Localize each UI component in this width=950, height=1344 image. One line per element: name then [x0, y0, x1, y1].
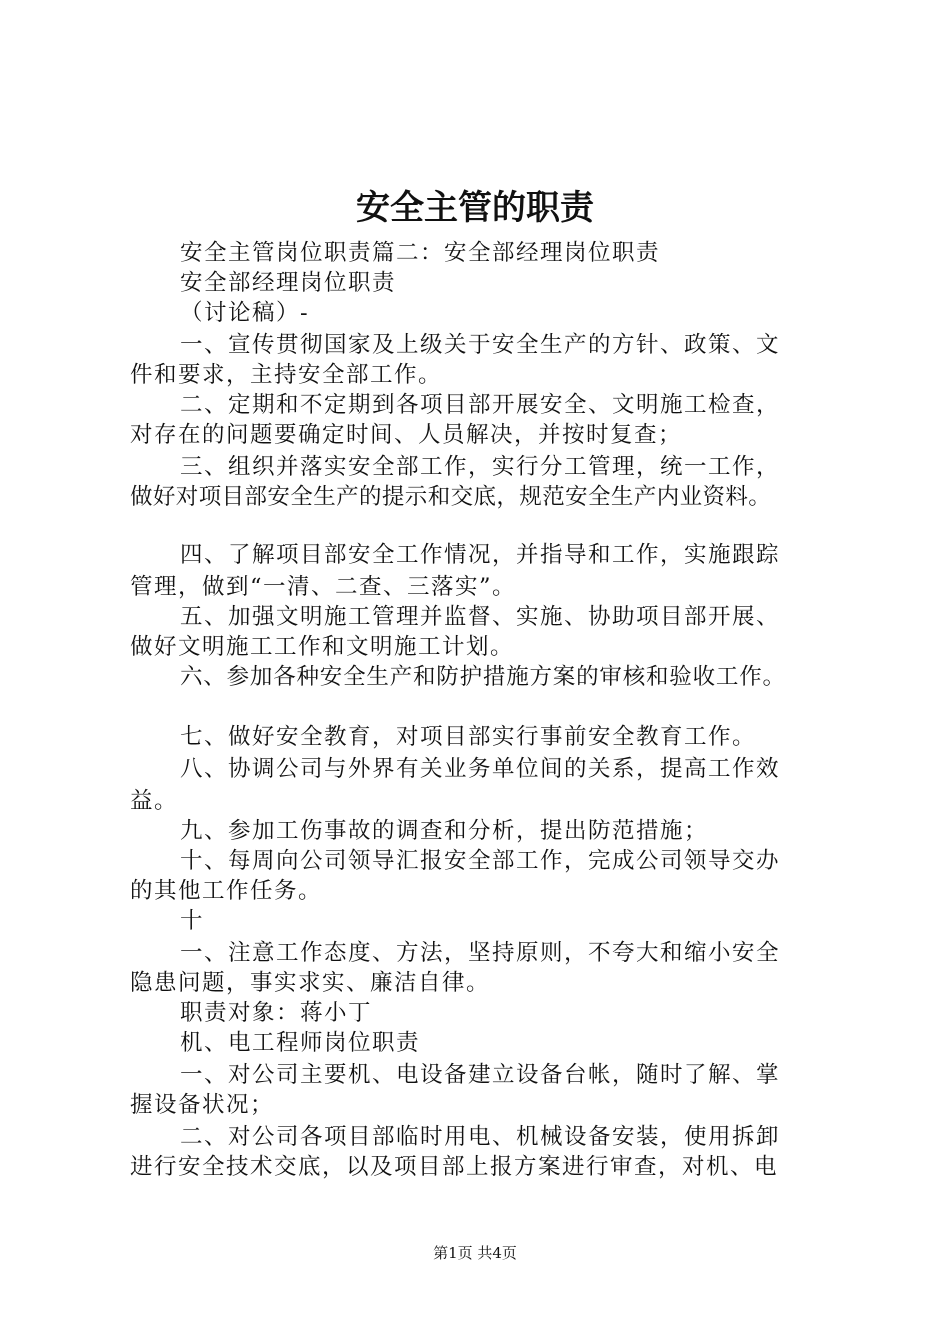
document-title: 安全主管的职责	[356, 188, 594, 228]
text-line: 二、对公司各项目部临时用电、机械设备安装，使用拆卸	[180, 1124, 781, 1150]
text-line: 一、对公司主要机、电设备建立设备台帐，随时了解、掌	[180, 1062, 781, 1088]
text-line: （讨论稿）-	[180, 300, 310, 326]
page-footer: 第1页 共4页	[433, 1244, 517, 1262]
text-line: 八、协调公司与外界有关业务单位间的关系，提高工作效	[180, 756, 781, 782]
text-line: 一、宣传贯彻国家及上级关于安全生产的方针、政策、文	[180, 332, 781, 358]
text-line: 五、加强文明施工管理并监督、实施、协助项目部开展、	[180, 604, 781, 630]
text-line: 三、组织并落实安全部工作，实行分工管理，统一工作，	[180, 454, 781, 480]
text-line: 握设备状况；	[130, 1092, 275, 1118]
text-line: 安全主管岗位职责篇二：安全部经理岗位职责	[180, 240, 661, 266]
text-line: 机、电工程师岗位职责	[180, 1030, 421, 1056]
text-line: 做好对项目部安全生产的提示和交底，规范安全生产内业资料。	[130, 484, 772, 510]
text-line: 十	[180, 908, 205, 934]
text-line: 六、参加各种安全生产和防护措施方案的审核和验收工作。	[180, 664, 786, 690]
text-line: 的其他工作任务。	[130, 878, 323, 904]
text-line: 益。	[130, 788, 179, 814]
text-line: 进行安全技术交底，以及项目部上报方案进行审查，对机、电	[130, 1154, 779, 1180]
text-line: 二、定期和不定期到各项目部开展安全、文明施工检查，	[180, 392, 781, 418]
text-line: 管理，做到“一清、二查、三落实”。	[130, 574, 517, 600]
text-line: 职责对象：蒋小丁	[180, 1000, 373, 1026]
text-line: 隐患问题，事实求实、廉洁自律。	[130, 970, 491, 996]
text-line: 做好文明施工工作和文明施工计划。	[130, 634, 515, 660]
text-line: 安全部经理岗位职责	[180, 270, 397, 296]
text-line: 件和要求，主持安全部工作。	[130, 362, 443, 388]
text-line: 一、注意工作态度、方法，坚持原则，不夸大和缩小安全	[180, 940, 781, 966]
text-line: 七、做好安全教育，对项目部实行事前安全教育工作。	[180, 724, 757, 750]
text-line: 对存在的问题要确定时间、人员解决，并按时复查；	[130, 422, 683, 448]
text-line: 四、了解项目部安全工作情况，并指导和工作，实施跟踪	[180, 542, 781, 568]
text-line: 十、每周向公司领导汇报安全部工作，完成公司领导交办	[180, 848, 781, 874]
text-line: 九、参加工伤事故的调查和分析，提出防范措施；	[180, 818, 709, 844]
